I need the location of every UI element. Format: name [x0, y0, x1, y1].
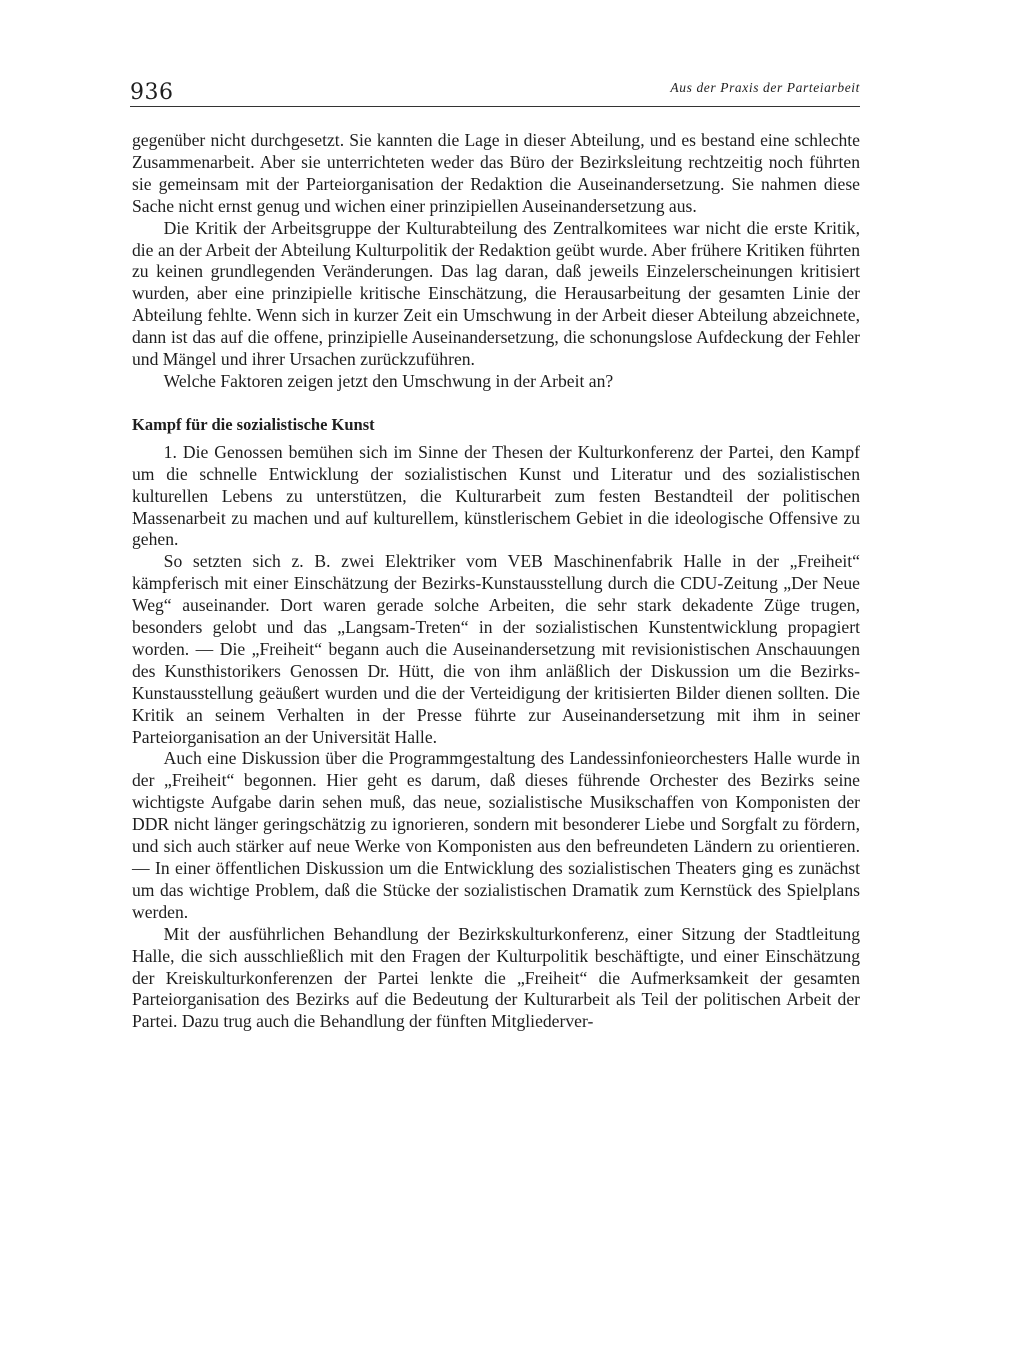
paragraph: So setzten sich z. B. zwei Elektriker vom VEB Maschinenfabrik Halle in der „Freiheit“ kämpferisch mit einer Einschätzung der Bezirks-Kunstausstellung durch die CDU-Zeitung „Der Neue Weg“ auseinander. Dort waren gerade solche Arbeiten, die sehr stark dekadente Züge trugen, besonders gelobt und das „Langsam-Treten“ in der sozialistischen Kunstentwicklung propagiert worden. — Die „Freiheit“ begann auch die Auseinandersetzung mit revisionistischen Anschauungen des Kunsthistorikers Genossen Dr. Hütt, die von ihm anläßlich der Diskussion um die Bezirks-Kunstausstellung geäußert wurden und die der Verteidigung der kritisierten Bilder dienen sollten. Die Kritik an seinem Verhalten in der Presse führte zur Auseinandersetzung mit ihm in seiner Parteiorganisation an der Universität Halle. [132, 551, 860, 747]
paragraph: gegenüber nicht durchgesetzt. Sie kannten die Lage in dieser Abteilung, und es bestand eine schlechte Zusammenarbeit. Aber sie unterrichteten weder das Büro der Bezirksleitung rechtzeitig noch führten sie gemeinsam mit der Parteiorganisation der Redaktion die Auseinandersetzung. Sie nahmen diese Sache nicht ernst genug und wichen einer prinzipiellen Auseinandersetzung aus. [132, 130, 860, 216]
paragraph: Welche Faktoren zeigen jetzt den Umschwung in der Arbeit an? [163, 370, 614, 391]
page-header [130, 72, 860, 107]
paragraph: Die Kritik der Arbeitsgruppe der Kulturabteilung des Zentralkomitees war nicht die erste Kritik, die an der Arbeit der Abteilung Kulturpolitik der Redaktion geübt wurde. Aber frühere Kritiken führten zu keinen grundlegenden Veränderungen. Das lag daran, daß jeweils Einzelerscheinungen kritisiert wurden, aber eine prinzipielle kritische Einschätzung, die Herausarbeitung der gesamten Linie der Abteilung fehlte. Wenn sich in kurzer Zeit ein Umschwung in der Arbeit dieser Abteilung abzeichnete, dann ist das auf die offene, prinzipielle Auseinandersetzung, die schonungslose Aufdeckung der Fehler und Mängel und ihrer Ursachen zurückzuführen. [132, 217, 860, 370]
running-head: Aus der Praxis der Parteiarbeit [670, 80, 860, 95]
paragraph: Mit der ausführlichen Behandlung der Bezirkskulturkonferenz, einer Sitzung der Stadtleitung Halle, die sich ausschließlich mit den Fragen der Kulturpolitik beschäftigte, und einer Einschätzung der Kreiskulturkonferenzen der Partei lenkte die „Freiheit“ die Aufmerksamkeit der gesamten Parteiorganisation des Bezirks auf die Bedeutung der Kulturarbeit als Teil der politischen Arbeit der Partei. Dazu trug auch die Behandlung der fünften Mitgliederver- [132, 923, 860, 1032]
page-number: 936 [130, 80, 174, 105]
paragraph: Auch eine Diskussion über die Programmgestaltung des Landessinfonieorchesters Halle wurde in der „Freiheit“ begonnen. Hier geht es darum, daß dieses führende Orchester des Bezirks seine wichtigste Aufgabe darin sehen muß, das neue, sozialistische Musikschaffen von Komponisten der DDR nicht länger geringschätzig zu ignorieren, sondern mit besonderer Liebe und Sorgfalt zu fördern, und sich auch stärker auf neue Werke von Komponisten aus den befreundeten Ländern zu orientieren. — In einer öffentlichen Diskussion um die Entwicklung des sozialistischen Theaters ging es zunächst um das wichtige Problem, daß die Stücke der sozialistischen Dramatik zum Kernstück des Spielplans werden. [132, 748, 860, 922]
paragraph: 1. Die Genossen bemühen sich im Sinne der Thesen der Kulturkonferenz der Partei, den Kampf um die schnelle Entwicklung der sozialistischen Kunst und Literatur und des sozialistischen kulturellen Lebens zu unterstützen, die Kulturarbeit zum festen Bestandteil der politischen Massenarbeit zu machen und auf kulturellem, künstlerischem Gebiet in die ideologische Offensive zu gehen. [132, 441, 860, 550]
body-text [132, 130, 860, 1033]
section-heading: Kampf für die sozialistische Kunst [132, 414, 375, 434]
